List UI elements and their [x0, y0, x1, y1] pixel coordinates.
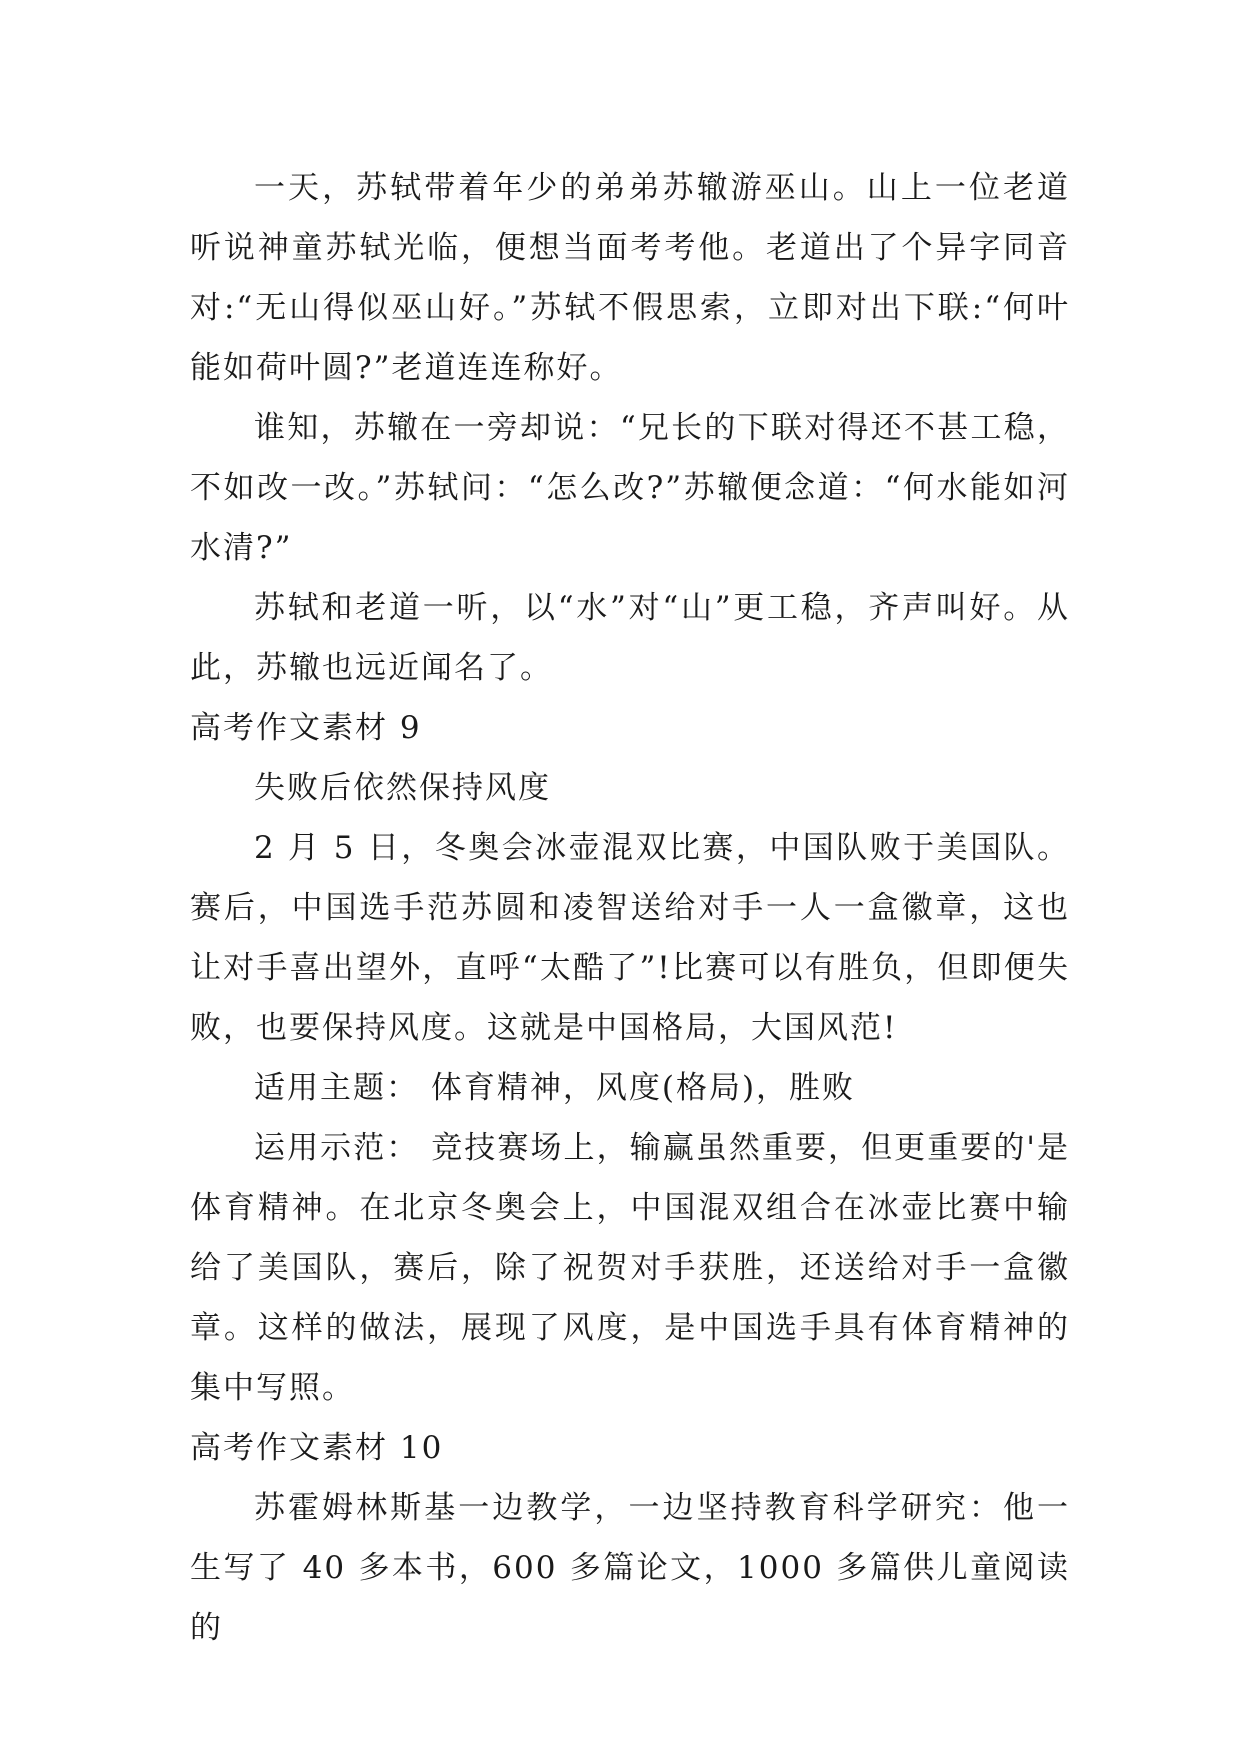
paragraph-curling-match: 2 月 5 日，冬奥会冰壶混双比赛，中国队败于美国队。赛后，中国选手范苏圆和凌智送给对手一人一盒徽章，这也让对手喜出望外，直呼“太酷了”!比赛可以有胜负，但即便失败，也要保持风度。这就是中国格局，大国风范!: [190, 830, 1070, 1046]
section-subtitle-9: 失败后依然保持风度: [254, 770, 551, 806]
paragraph-sukhomlinsky: 苏霍姆林斯基一边教学，一边坚持教育科学研究：他一生写了 40 多本书，600 多篇论文，1000 多篇供儿童阅读的: [190, 1490, 1070, 1646]
section-heading-9: 高考作文素材 9: [190, 710, 422, 746]
paragraph-fame: 苏轼和老道一听，以“水”对“山”更工稳，齐声叫好。从此，苏辙也远近闻名了。: [190, 590, 1070, 686]
paragraph-applicable-themes: 适用主题： 体育精神，风度(格局)，胜败: [254, 1070, 856, 1106]
document-body: [190, 158, 1070, 1658]
section-heading-10: 高考作文素材 10: [190, 1430, 444, 1466]
paragraph-su-shi-wushan: 一天，苏轼带着年少的弟弟苏辙游巫山。山上一位老道听说神童苏轼光临，便想当面考考他。老道出了个异字同音对:“无山得似巫山好。”苏轼不假思索，立即对出下联:“何叶能如荷叶圆?”老道连连称好。: [190, 170, 1070, 386]
paragraph-su-zhe-revision: 谁知，苏辙在一旁却说：“兄长的下联对得还不甚工稳，不如改一改。”苏轼问：“怎么改?”苏辙便念道：“何水能如河水清?”: [190, 410, 1070, 566]
paragraph-usage-example: 运用示范： 竞技赛场上，输赢虽然重要，但更重要的'是体育精神。在北京冬奥会上，中国混双组合在冰壶比赛中输给了美国队，赛后，除了祝贺对手获胜，还送给对手一盒徽章。这样的做法，展现了风度，是中国选手具有体育精神的集中写照。: [190, 1130, 1070, 1406]
